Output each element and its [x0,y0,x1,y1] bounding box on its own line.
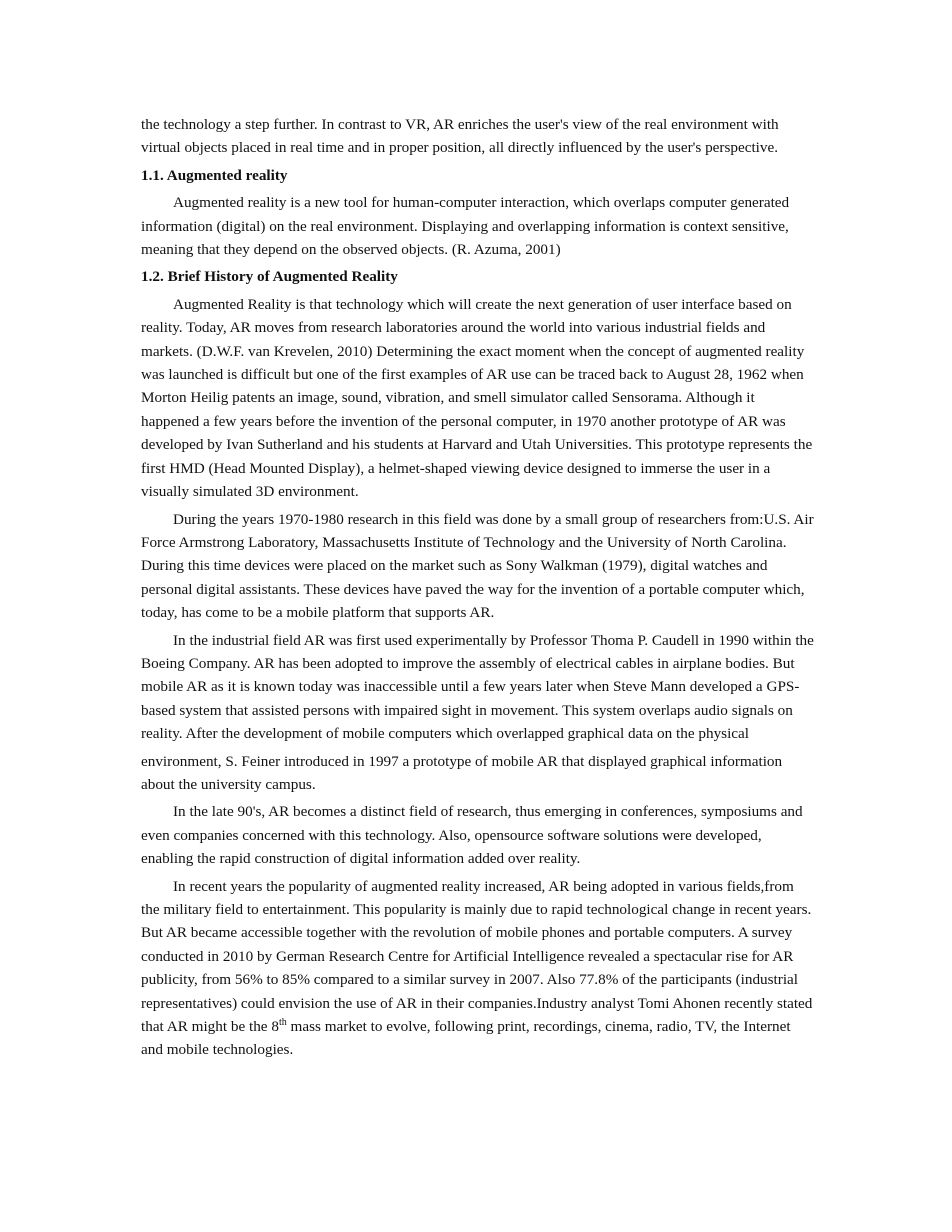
recent-years-text-b: mass market to evolve, following print, recordings, cinema, radio, TV, the Internet and mobile technologies. [141,1018,791,1059]
paragraph-late-90s: In the late 90's, AR becomes a distinct field of research, thus emerging in conferences, symposiums and even companies concerned with this technology. Also, opensource software solutions were developed, enabling the rapid construction of digital information added over reality. [141,803,803,868]
paragraph-intro-continuation: the technology a step further. In contrast to VR, AR enriches the user's view of the real environment with virtual objects placed in real time and in proper position, all directly influenced by the user's perspective. [141,116,779,157]
heading-brief-history: 1.2. Brief History of Augmented Reality [141,268,398,286]
paragraph-history-1970-1980: During the years 1970-1980 research in this field was done by a small group of researchers from:U.S. Air Force Armstrong Laboratory, Massachusetts Institute of Technology and the University of North Carolina. During this time devices were placed on the market such as Sony Walkman (1979), digital watches and personal digital assistants. These devices have paved the way for the invention of a portable computer which, today, has come to be a mobile platform that supports AR. [141,510,814,622]
paragraph-ar-definition: Augmented reality is a new tool for human-computer interaction, which overlaps computer generated information (digital) on the real environment. Displaying and overlapping information is context sensitive, meaning that they depend on the observed objects. (R. Azuma, 2001) [141,194,790,259]
recent-years-text-a: In recent years the popularity of augmented reality increased, AR being adopted in various fields,from the military field to entertainment. This popularity is mainly due to rapid technological change in recent years. But AR became accessible together with the revolution of mobile phones and portable computers. A survey conducted in 2010 by German Research Centre for Artificial Intelligence revealed a spectacular rise for AR publicity, from 56% to 85% compared to a similar survey in 2007. Also 77.8% of the participants (industrial representatives) could envision the use of AR in their companies.Industry analyst Tomi Ahonen recently stated that AR might be the 8 [141,877,813,1036]
paragraph-feiner-prototype: environment, S. Feiner introduced in 1997 a prototype of mobile AR that displayed graphical information about the university campus. [141,752,783,793]
ordinal-superscript: th [278,1016,287,1028]
heading-augmented-reality: 1.1. Augmented reality [141,166,288,184]
document-page [141,113,816,1066]
paragraph-history-origins: Augmented Reality is that technology which will create the next generation of user interface based on reality. Today, AR moves from research laboratories around the world into various industrial fields and markets. (D.W.F. van Krevelen, 2010) Determining the exact moment when the concept of augmented reality was launched is difficult but one of the first examples of AR use can be traced back to August 28, 1962 when Morton Heilig patents an image, sound, vibration, and smell simulator called Sensorama. Although it happened a few years before the invention of the personal computer, in 1970 another prototype of AR was developed by Ivan Sutherland and his students at Harvard and Utah Universities. This prototype represents the first HMD (Head Mounted Display), a helmet-shaped viewing device designed to immerse the user in a visually simulated 3D environment. [141,295,813,501]
paragraph-recent-years [141,875,816,1062]
paragraph-industrial-field: In the industrial field AR was first used experimentally by Professor Thoma P. Caudell in 1990 within the Boeing Company. AR has been adopted to improve the assembly of electrical cables in airplane bodies. But mobile AR as it is known today was inaccessible until a few years later when Steve Mann developed a GPS-based system that assisted persons with impaired sight in movement. This system overlaps audio signals on reality. After the development of mobile computers which overlapped graphical data on the physical [141,631,814,743]
